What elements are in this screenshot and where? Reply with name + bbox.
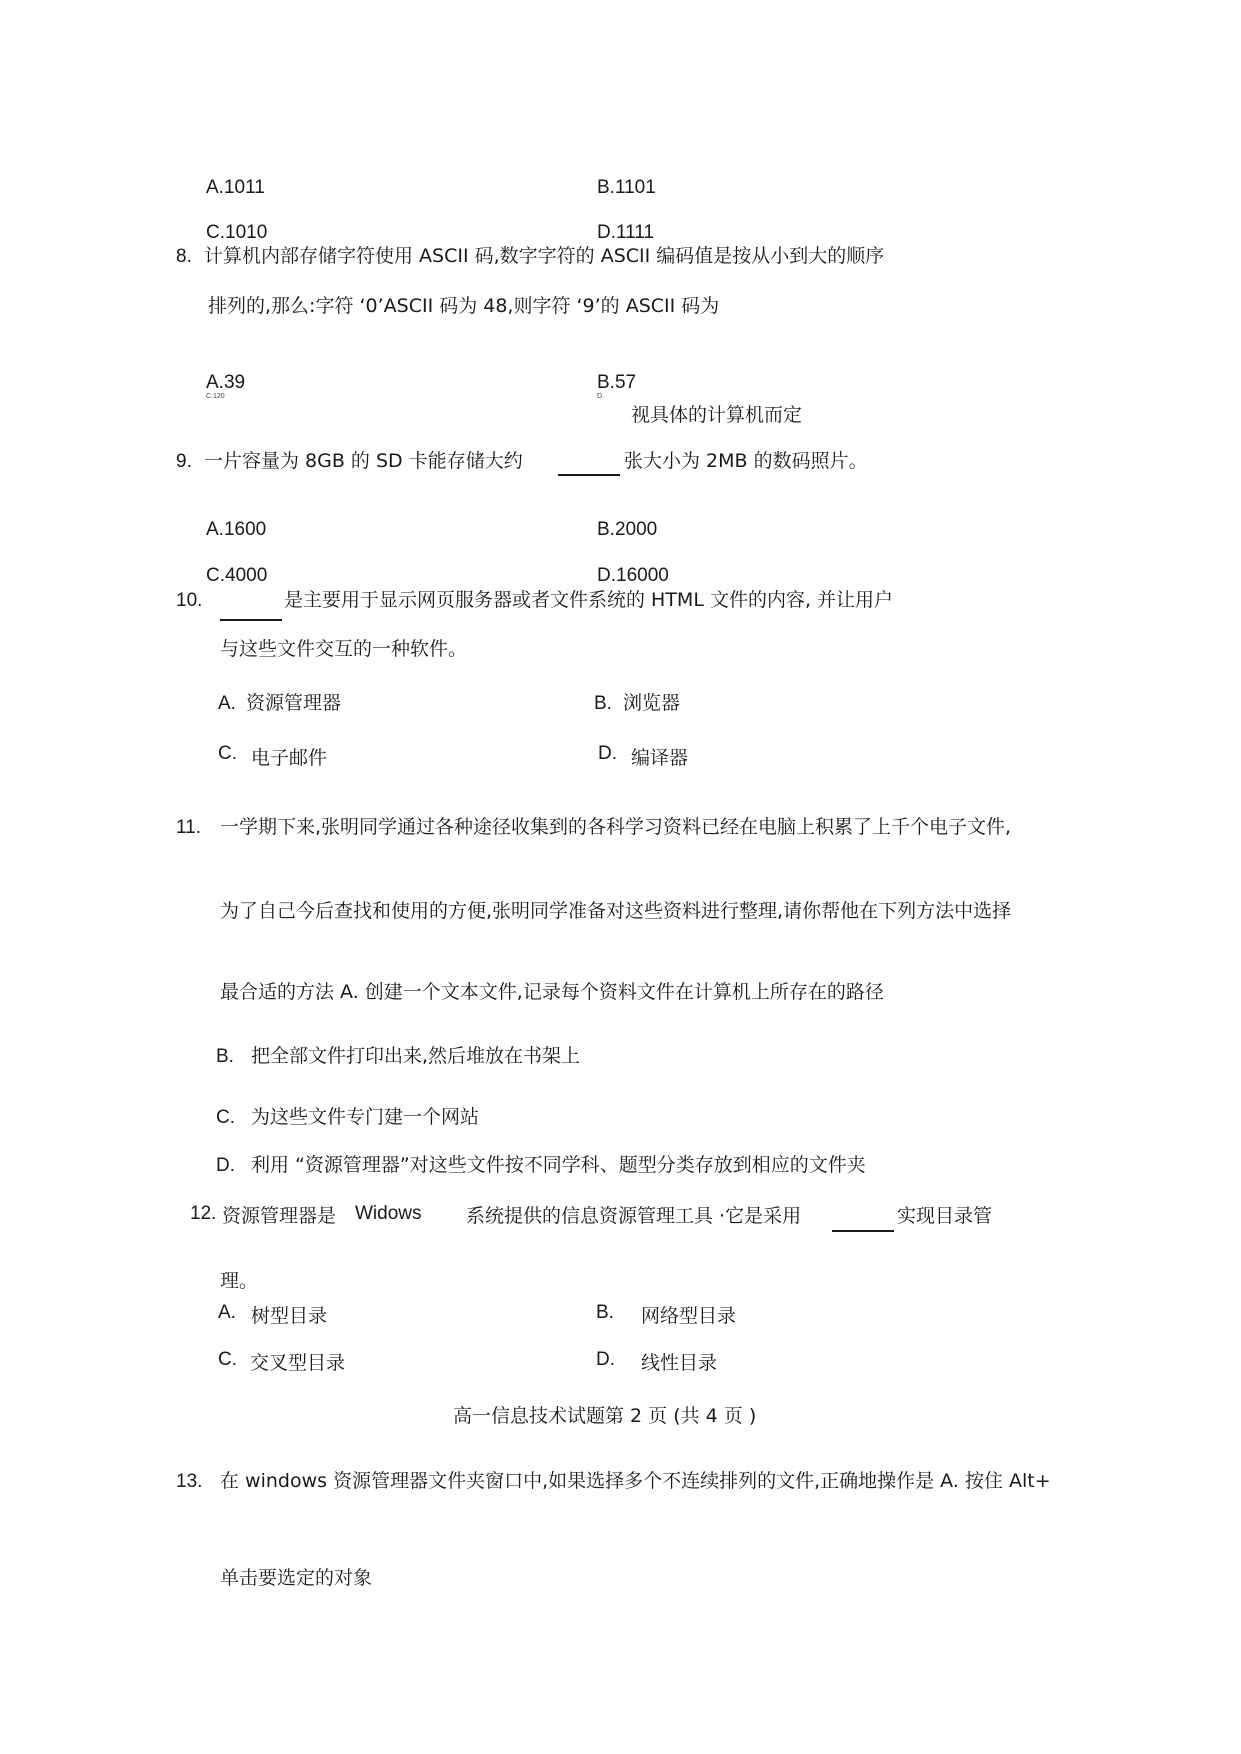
q10-option-a: 资源管理器: [246, 692, 342, 714]
q9-option-a: A.1600: [206, 519, 267, 540]
q10-option-c: 电子邮件: [251, 747, 328, 769]
q12-option-c-letter: C.: [218, 1349, 237, 1370]
q8-stem-line2: 排列的,那么:字符 ‘0’ASCII 码为 48,则字符 ‘9’的 ASCII 码为: [208, 295, 720, 317]
q9-option-c: C.4000: [206, 565, 268, 586]
q10-option-b: 浏览器: [623, 692, 681, 714]
q9-stem-after: 张大小为 2MB 的数码照片。: [624, 450, 868, 472]
q12-stem-part3: 系统提供的信息资源管理工具 ·它是采用: [466, 1205, 802, 1227]
q9-stem-before: 一片容量为 8GB 的 SD 卡能存储大约: [204, 450, 523, 472]
q13-stem-line1: 在 windows 资源管理器文件夹窗口中,如果选择多个不连续排列的文件,正确地操作是 A. 按住 Alt+: [220, 1470, 1051, 1492]
q10-option-a-letter: A.: [218, 693, 236, 714]
q12-option-d: 线性目录: [641, 1352, 718, 1374]
q12-option-b: 网络型目录: [641, 1305, 737, 1327]
q12-option-a: 树型目录: [251, 1305, 328, 1327]
q9-answer-blank: [558, 474, 620, 476]
q9-option-b: B.2000: [597, 519, 658, 540]
q11-stem-line3-option-a: 最合适的方法 A. 创建一个文本文件,记录每个资料文件在计算机上所存在的路径: [220, 981, 884, 1003]
q8-option-b: B.57: [597, 372, 637, 393]
q8-option-d-text: 视具体的计算机而定: [631, 404, 803, 426]
q13-number: 13.: [176, 1471, 203, 1492]
q12-option-d-letter: D.: [596, 1349, 615, 1370]
q10-stem-line2: 与这些文件交互的一种软件。: [220, 638, 468, 660]
q13-stem-line2: 单击要选定的对象: [220, 1567, 373, 1589]
q10-stem-line1: 是主要用于显示网页服务器或者文件系统的 HTML 文件的内容, 并让用户: [284, 589, 894, 611]
q10-option-d: 编译器: [631, 747, 689, 769]
q7-option-c: C.1010: [206, 222, 268, 243]
q8-number: 8.: [176, 246, 192, 267]
q12-option-c: 交叉型目录: [250, 1352, 346, 1374]
q11-option-c: 为这些文件专门建一个网站: [251, 1106, 480, 1128]
q12-option-a-letter: A.: [218, 1302, 236, 1323]
q7-option-d: D.1111: [597, 222, 655, 243]
page-footer: 高一信息技术试题第 2 页 (共 4 页 ): [453, 1405, 757, 1427]
q12-answer-blank: [832, 1230, 894, 1232]
q11-option-b-letter: B.: [216, 1046, 234, 1067]
q9-number: 9.: [176, 451, 192, 472]
q12-stem-part4: 实现目录管: [897, 1205, 993, 1227]
q7-option-a: A.1011: [206, 177, 265, 198]
q9-option-d: D.16000: [597, 565, 669, 586]
q8-stem-line1: 计算机内部存储字符使用 ASCII 码,数字字符的 ASCII 编码值是按从小到大的顺序: [204, 245, 885, 267]
q10-number: 10.: [176, 590, 203, 611]
q8-option-c: C.120: [206, 393, 225, 400]
q12-option-b-letter: B.: [596, 1302, 614, 1323]
q10-option-c-letter: C.: [218, 743, 237, 764]
q10-answer-blank: [220, 619, 282, 621]
q12-number: 12.: [190, 1203, 217, 1224]
q11-option-d-letter: D.: [216, 1155, 235, 1176]
q12-stem-part2: Widows: [355, 1203, 422, 1224]
q10-option-d-letter: D.: [598, 743, 617, 764]
q11-option-d: 利用 “资源管理器”对这些文件按不同学科、题型分类存放到相应的文件夹: [251, 1154, 866, 1176]
q7-option-b: B.1101: [597, 177, 656, 198]
q12-stem-line2: 理。: [220, 1270, 259, 1292]
q10-option-b-letter: B.: [594, 693, 612, 714]
q11-number: 11.: [176, 817, 202, 838]
q11-option-b: 把全部文件打印出来,然后堆放在书架上: [251, 1045, 581, 1067]
q11-stem-line1: 一学期下来,张明同学通过各种途径收集到的各科学习资料已经在电脑上积累了上千个电子文件,: [220, 816, 1012, 838]
q8-option-d-label: D.: [597, 393, 604, 400]
q11-option-c-letter: C.: [216, 1107, 235, 1128]
q8-option-a: A.39: [206, 372, 246, 393]
q11-stem-line2: 为了自己今后查找和使用的方便,张明同学准备对这些资料进行整理,请你帮他在下列方法中选择: [220, 900, 1012, 922]
q12-stem-part1: 资源管理器是: [222, 1205, 337, 1227]
